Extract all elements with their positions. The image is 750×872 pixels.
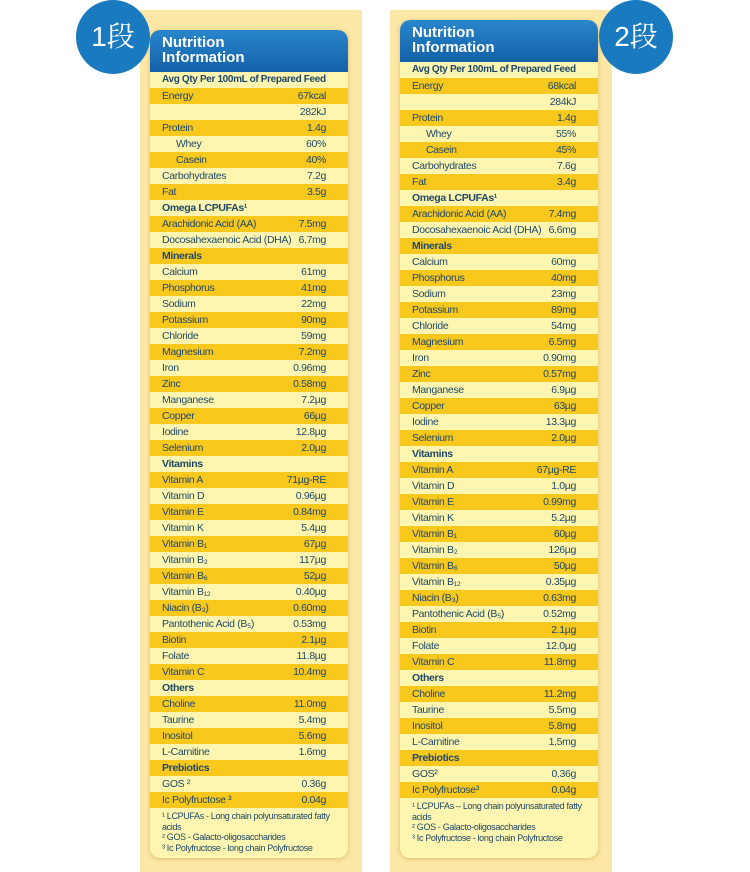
table-row xyxy=(400,174,598,190)
nutrient-value: 1.4g xyxy=(306,122,326,134)
nutrient-value: 7.4mg xyxy=(548,208,576,220)
nutrient-label: Protein xyxy=(162,122,193,134)
nutrient-label: Whey xyxy=(426,128,452,140)
nutrient-value: 63µg xyxy=(553,400,576,412)
table-row xyxy=(400,702,598,718)
nutrient-value: 1.4g xyxy=(556,112,576,124)
nutrient-label: Ic Polyfructose ³ xyxy=(162,794,232,806)
nutrient-label: Niacin (B₃) xyxy=(162,602,209,614)
table-row xyxy=(150,232,348,248)
nutrient-value: 60% xyxy=(306,138,326,150)
nutrient-value: 7.5mg xyxy=(298,218,326,230)
nutrient-label: Magnesium xyxy=(412,336,464,348)
nutrient-value: 0.40µg xyxy=(295,586,326,598)
table-row xyxy=(150,88,348,104)
card-header xyxy=(150,30,348,72)
nutrient-value: 71µg-RE xyxy=(286,474,326,486)
table-row xyxy=(150,632,348,648)
table-row xyxy=(400,254,598,270)
title-line-1: Nutrition xyxy=(162,34,225,51)
nutrient-value: 0.60mg xyxy=(293,602,326,614)
nutrition-table xyxy=(400,62,598,798)
nutrient-value: 13.3µg xyxy=(545,416,576,428)
nutrient-label: Omega LCPUFAs¹ xyxy=(162,202,247,214)
nutrient-label: Minerals xyxy=(162,250,202,262)
table-row xyxy=(150,568,348,584)
table-row xyxy=(400,430,598,446)
nutrient-value: 1.0µg xyxy=(551,480,576,492)
table-row xyxy=(400,622,598,638)
nutrient-value: 0.90mg xyxy=(543,352,576,364)
nutrient-label: Vitamin A xyxy=(162,474,204,486)
section-header xyxy=(150,248,348,264)
nutrient-label: Manganese xyxy=(162,394,214,406)
table-row xyxy=(400,718,598,734)
nutrient-label: Fat xyxy=(412,176,427,188)
table-row xyxy=(150,136,348,152)
nutrient-value: 7.6g xyxy=(556,160,576,172)
nutrient-value: 2.0µg xyxy=(301,442,326,454)
table-row xyxy=(400,782,598,798)
section-header xyxy=(150,456,348,472)
table-row xyxy=(400,270,598,286)
nutrient-label: Vitamin A xyxy=(412,464,454,476)
nutrient-label: Vitamin B₁₂ xyxy=(162,586,211,598)
table-row xyxy=(150,584,348,600)
nutrient-label: GOS² xyxy=(412,768,438,780)
nutrient-value: 0.99mg xyxy=(543,496,576,508)
nutrient-label: GOS ² xyxy=(162,778,191,790)
nutrient-label: Copper xyxy=(162,410,195,422)
nutrient-label: Casein xyxy=(176,154,207,166)
table-row xyxy=(150,504,348,520)
nutrient-label: Fat xyxy=(162,186,177,198)
table-row xyxy=(400,350,598,366)
table-row xyxy=(150,280,348,296)
nutrient-value: 2.0µg xyxy=(551,432,576,444)
nutrient-value: 0.63mg xyxy=(543,592,576,604)
title-line-2: Information xyxy=(412,39,495,56)
table-row xyxy=(400,158,598,174)
nutrition-panel-stage-1 xyxy=(140,10,362,872)
table-row xyxy=(150,520,348,536)
nutrient-value: 59mg xyxy=(301,330,326,342)
nutrient-value: 6.7mg xyxy=(298,234,326,246)
nutrient-value: 11.2mg xyxy=(543,688,576,700)
table-row xyxy=(400,606,598,622)
table-row xyxy=(150,488,348,504)
section-header xyxy=(400,190,598,206)
nutrient-value: 5.5mg xyxy=(548,704,576,716)
nutrient-label: Potassium xyxy=(412,304,458,316)
nutrient-label: Choline xyxy=(162,698,196,710)
nutrient-value: 1.5mg xyxy=(548,736,576,748)
nutrient-label: Magnesium xyxy=(162,346,214,358)
table-row xyxy=(150,408,348,424)
table-row xyxy=(400,94,598,110)
nutrient-label: Vitamin B₁ xyxy=(162,538,207,550)
nutrient-value: 60mg xyxy=(551,256,576,268)
table-row xyxy=(150,312,348,328)
section-header xyxy=(400,446,598,462)
nutrient-value: 50µg xyxy=(553,560,576,572)
table-row xyxy=(150,424,348,440)
nutrient-value: 0.96mg xyxy=(293,362,326,374)
table-row xyxy=(400,222,598,238)
nutrient-label: Vitamin D xyxy=(162,490,205,502)
nutrient-label: Whey xyxy=(176,138,202,150)
nutrient-label: Vitamin B₆ xyxy=(412,560,458,572)
nutrient-label: Arachidonic Acid (AA) xyxy=(162,218,257,230)
table-row xyxy=(400,382,598,398)
nutrient-value: 0.84mg xyxy=(293,506,326,518)
nutrient-label: Vitamin C xyxy=(412,656,455,668)
nutrient-value: 55% xyxy=(556,128,576,140)
nutrient-label: Protein xyxy=(412,112,443,124)
table-row xyxy=(400,574,598,590)
nutrient-label: Iron xyxy=(412,352,429,364)
table-row xyxy=(400,638,598,654)
nutrition-table xyxy=(150,72,348,808)
nutrient-label: Carbohydrates xyxy=(162,170,227,182)
footnotes xyxy=(150,808,348,853)
nutrient-value: 7.2µg xyxy=(301,394,326,406)
nutrient-label: Iron xyxy=(162,362,179,374)
nutrient-label: Copper xyxy=(412,400,445,412)
table-row xyxy=(150,696,348,712)
nutrient-label: L-Carnitine xyxy=(412,736,460,748)
card-header xyxy=(400,20,598,62)
nutrient-value: 54mg xyxy=(551,320,576,332)
nutrient-value: 89mg xyxy=(551,304,576,316)
nutrient-value: 5.4mg xyxy=(298,714,326,726)
footnote: ² GOS - Galacto-oligosaccharides xyxy=(162,832,286,842)
nutrient-label: Vitamins xyxy=(412,448,453,460)
nutrient-label: Phosphorus xyxy=(162,282,215,294)
footnotes xyxy=(400,798,598,843)
table-row xyxy=(150,360,348,376)
nutrient-label: Pantothenic Acid (B₅) xyxy=(162,618,255,630)
nutrient-value: 0.04g xyxy=(301,794,326,806)
nutrient-label: Chloride xyxy=(412,320,449,332)
title-line-2: Information xyxy=(162,49,245,66)
nutrient-label: Docosahexaenoic Acid (DHA) xyxy=(412,224,542,236)
nutrient-label: Vitamin D xyxy=(412,480,455,492)
nutrient-label: Folate xyxy=(162,650,190,662)
nutrition-panel-stage-2 xyxy=(390,10,612,872)
nutrient-value: 5.8mg xyxy=(548,720,576,732)
nutrient-value: 41mg xyxy=(301,282,326,294)
nutrient-label: Choline xyxy=(412,688,446,700)
table-row xyxy=(400,366,598,382)
table-row xyxy=(150,600,348,616)
nutrient-label: Manganese xyxy=(412,384,464,396)
table-row xyxy=(150,120,348,136)
nutrient-value: 61mg xyxy=(301,266,326,278)
nutrient-value: 3.4g xyxy=(556,176,576,188)
table-row xyxy=(150,264,348,280)
table-row xyxy=(150,744,348,760)
table-row xyxy=(150,216,348,232)
nutrient-value: 5.4µg xyxy=(301,522,326,534)
table-row xyxy=(150,536,348,552)
table-row xyxy=(400,286,598,302)
nutrient-value: 6.5mg xyxy=(548,336,576,348)
nutrient-label: Vitamin B₁ xyxy=(412,528,457,540)
nutrient-value: 67kcal xyxy=(297,90,326,102)
nutrient-value: 40mg xyxy=(551,272,576,284)
nutrient-label: Vitamin B₆ xyxy=(162,570,208,582)
nutrient-label: Prebiotics xyxy=(412,752,460,764)
nutrient-label: Vitamin B₁₂ xyxy=(412,576,461,588)
nutrient-value: 0.57mg xyxy=(543,368,576,380)
nutrient-value: 67µg xyxy=(303,538,326,550)
nutrient-value: 22mg xyxy=(301,298,326,310)
nutrient-value: 0.36g xyxy=(301,778,326,790)
table-row xyxy=(150,152,348,168)
table-row xyxy=(400,558,598,574)
nutrient-label: Energy xyxy=(162,90,194,102)
nutrient-value: 2.1µg xyxy=(551,624,576,636)
nutrient-label: Carbohydrates xyxy=(412,160,477,172)
nutrient-value: 11.8µg xyxy=(296,650,326,662)
table-row xyxy=(400,654,598,670)
table-row xyxy=(400,398,598,414)
table-row xyxy=(400,462,598,478)
table-row xyxy=(150,296,348,312)
table-row xyxy=(150,184,348,200)
nutrient-value: 0.96µg xyxy=(295,490,326,502)
table-row xyxy=(150,792,348,808)
stage-badge-1: 1段 xyxy=(76,0,150,74)
nutrient-label: Docosahexaenoic Acid (DHA) xyxy=(162,234,292,246)
nutrient-label: Minerals xyxy=(412,240,452,252)
table-row xyxy=(400,526,598,542)
nutrient-value: 11.8mg xyxy=(543,656,576,668)
nutrition-card xyxy=(150,30,348,858)
nutrient-value: 7.2g xyxy=(306,170,326,182)
nutrient-label: Others xyxy=(412,672,444,684)
table-row xyxy=(400,142,598,158)
nutrient-label: Vitamin E xyxy=(412,496,454,508)
nutrient-label: Vitamin E xyxy=(162,506,204,518)
table-row xyxy=(150,552,348,568)
nutrient-value: 284kJ xyxy=(549,96,576,108)
table-row xyxy=(150,648,348,664)
nutrient-label: Vitamin K xyxy=(162,522,204,534)
nutrient-value: 7.2mg xyxy=(298,346,326,358)
table-row xyxy=(150,472,348,488)
nutrient-label: Inositol xyxy=(412,720,443,732)
nutrient-label: Biotin xyxy=(162,634,187,646)
nutrient-value: 68kcal xyxy=(547,80,576,92)
table-row xyxy=(400,318,598,334)
nutrient-label: Vitamin B₂ xyxy=(162,554,208,566)
nutrient-value: 126µg xyxy=(548,544,576,556)
nutrient-value: 5.2µg xyxy=(551,512,576,524)
table-row xyxy=(150,616,348,632)
section-header xyxy=(400,670,598,686)
table-row xyxy=(400,686,598,702)
nutrient-label: Sodium xyxy=(162,298,196,310)
nutrient-label: Potassium xyxy=(162,314,208,326)
nutrient-value: 23mg xyxy=(551,288,576,300)
footnote: ¹ LCPUFAs - Long chain polyunsaturated fatty acids xyxy=(162,811,330,832)
nutrient-label: Vitamin C xyxy=(162,666,205,678)
nutrient-value: 40% xyxy=(306,154,326,166)
nutrient-label: Vitamins xyxy=(162,458,203,470)
table-row xyxy=(400,734,598,750)
section-header xyxy=(150,200,348,216)
nutrient-label: Zinc xyxy=(412,368,431,380)
footnote: ³ Ic Polyfructose - long chain Polyfructose xyxy=(412,832,563,843)
nutrient-value: 0.58mg xyxy=(293,378,326,390)
nutrient-value: 66µg xyxy=(303,410,326,422)
table-row xyxy=(150,776,348,792)
section-header xyxy=(150,680,348,696)
nutrient-value: 45% xyxy=(556,144,576,156)
nutrient-label: Inositol xyxy=(162,730,193,742)
nutrient-label: Casein xyxy=(426,144,457,156)
nutrient-label: Iodine xyxy=(162,426,189,438)
table-row xyxy=(400,414,598,430)
nutrient-label: Vitamin B₂ xyxy=(412,544,458,556)
table-row xyxy=(150,344,348,360)
nutrient-value: 2.1µg xyxy=(301,634,326,646)
nutrient-value: 117µg xyxy=(299,554,326,566)
nutrient-value: 0.04g xyxy=(551,784,576,796)
nutrient-label: Sodium xyxy=(412,288,446,300)
nutrient-label: Taurine xyxy=(412,704,444,716)
table-row xyxy=(400,206,598,222)
nutrient-label: Selenium xyxy=(162,442,203,454)
section-header xyxy=(400,238,598,254)
nutrient-label: Zinc xyxy=(162,378,181,390)
nutrient-value: 282kJ xyxy=(299,106,326,118)
table-row xyxy=(150,376,348,392)
nutrient-value: 5.6mg xyxy=(298,730,326,742)
nutrient-label: Vitamin K xyxy=(412,512,454,524)
nutrient-label: Calcium xyxy=(412,256,448,268)
nutrient-label: L-Carnitine xyxy=(162,746,210,758)
nutrient-label: Selenium xyxy=(412,432,453,444)
section-header xyxy=(150,760,348,776)
table-caption: Avg Qty Per 100mL of Prepared Feed xyxy=(412,64,576,75)
nutrient-label: Pantothenic Acid (B₅) xyxy=(412,608,505,620)
nutrient-label: Calcium xyxy=(162,266,198,278)
nutrient-label: Taurine xyxy=(162,714,194,726)
table-row xyxy=(400,478,598,494)
nutrient-label: Niacin (B₃) xyxy=(412,592,459,604)
table-row xyxy=(400,334,598,350)
nutrient-value: 11.0mg xyxy=(293,698,326,710)
table-row xyxy=(150,168,348,184)
table-row xyxy=(400,494,598,510)
nutrient-label: Chloride xyxy=(162,330,199,342)
nutrient-value: 12.8µg xyxy=(295,426,326,438)
footnote: ¹ LCPUFAs – Long chain polyunsaturated fatty acids xyxy=(412,801,582,822)
table-row xyxy=(400,542,598,558)
nutrient-value: 6.6mg xyxy=(548,224,576,236)
nutrient-value: 3.5g xyxy=(306,186,326,198)
nutrient-label: Prebiotics xyxy=(162,762,210,774)
nutrient-label: Folate xyxy=(412,640,440,652)
nutrient-label: Others xyxy=(162,682,194,694)
nutrition-card xyxy=(400,20,598,858)
footnote: ² GOS - Galacto-oligosaccharides xyxy=(412,822,536,832)
nutrient-value: 12.0µg xyxy=(545,640,576,652)
table-row xyxy=(150,392,348,408)
table-row xyxy=(400,126,598,142)
table-row xyxy=(400,302,598,318)
nutrient-label: Arachidonic Acid (AA) xyxy=(412,208,507,220)
table-row xyxy=(400,766,598,782)
nutrient-label: Phosphorus xyxy=(412,272,465,284)
nutrient-label: Energy xyxy=(412,80,444,92)
nutrient-value: 60µg xyxy=(553,528,576,540)
nutrient-value: 1.6mg xyxy=(298,746,326,758)
title-line-1: Nutrition xyxy=(412,24,475,41)
nutrient-value: 52µg xyxy=(303,570,326,582)
table-row xyxy=(150,104,348,120)
table-caption: Avg Qty Per 100mL of Prepared Feed xyxy=(162,74,326,85)
nutrient-value: 0.36g xyxy=(551,768,576,780)
table-row xyxy=(150,728,348,744)
nutrient-value: 6.9µg xyxy=(551,384,576,396)
nutrient-value: 0.35µg xyxy=(545,576,576,588)
nutrient-label: Omega LCPUFAs¹ xyxy=(412,192,497,204)
nutrient-label: Iodine xyxy=(412,416,439,428)
nutrient-value: 0.52mg xyxy=(543,608,576,620)
nutrient-value: 10.4mg xyxy=(293,666,326,678)
table-row xyxy=(150,440,348,456)
nutrient-label: Biotin xyxy=(412,624,437,636)
footnote: ³ Ic Polyfructose - long chain Polyfructose xyxy=(162,842,313,853)
nutrient-value: 0.53mg xyxy=(293,618,326,630)
nutrient-value: 90mg xyxy=(301,314,326,326)
table-row xyxy=(400,110,598,126)
section-header xyxy=(400,750,598,766)
stage-badge-2: 2段 xyxy=(599,0,673,74)
table-row xyxy=(150,664,348,680)
nutrient-label: Ic Polyfructose³ xyxy=(412,784,479,796)
table-row xyxy=(400,510,598,526)
table-row xyxy=(150,712,348,728)
table-row xyxy=(400,590,598,606)
table-row xyxy=(150,328,348,344)
nutrient-value: 67µg-RE xyxy=(536,464,576,476)
table-row xyxy=(400,78,598,94)
